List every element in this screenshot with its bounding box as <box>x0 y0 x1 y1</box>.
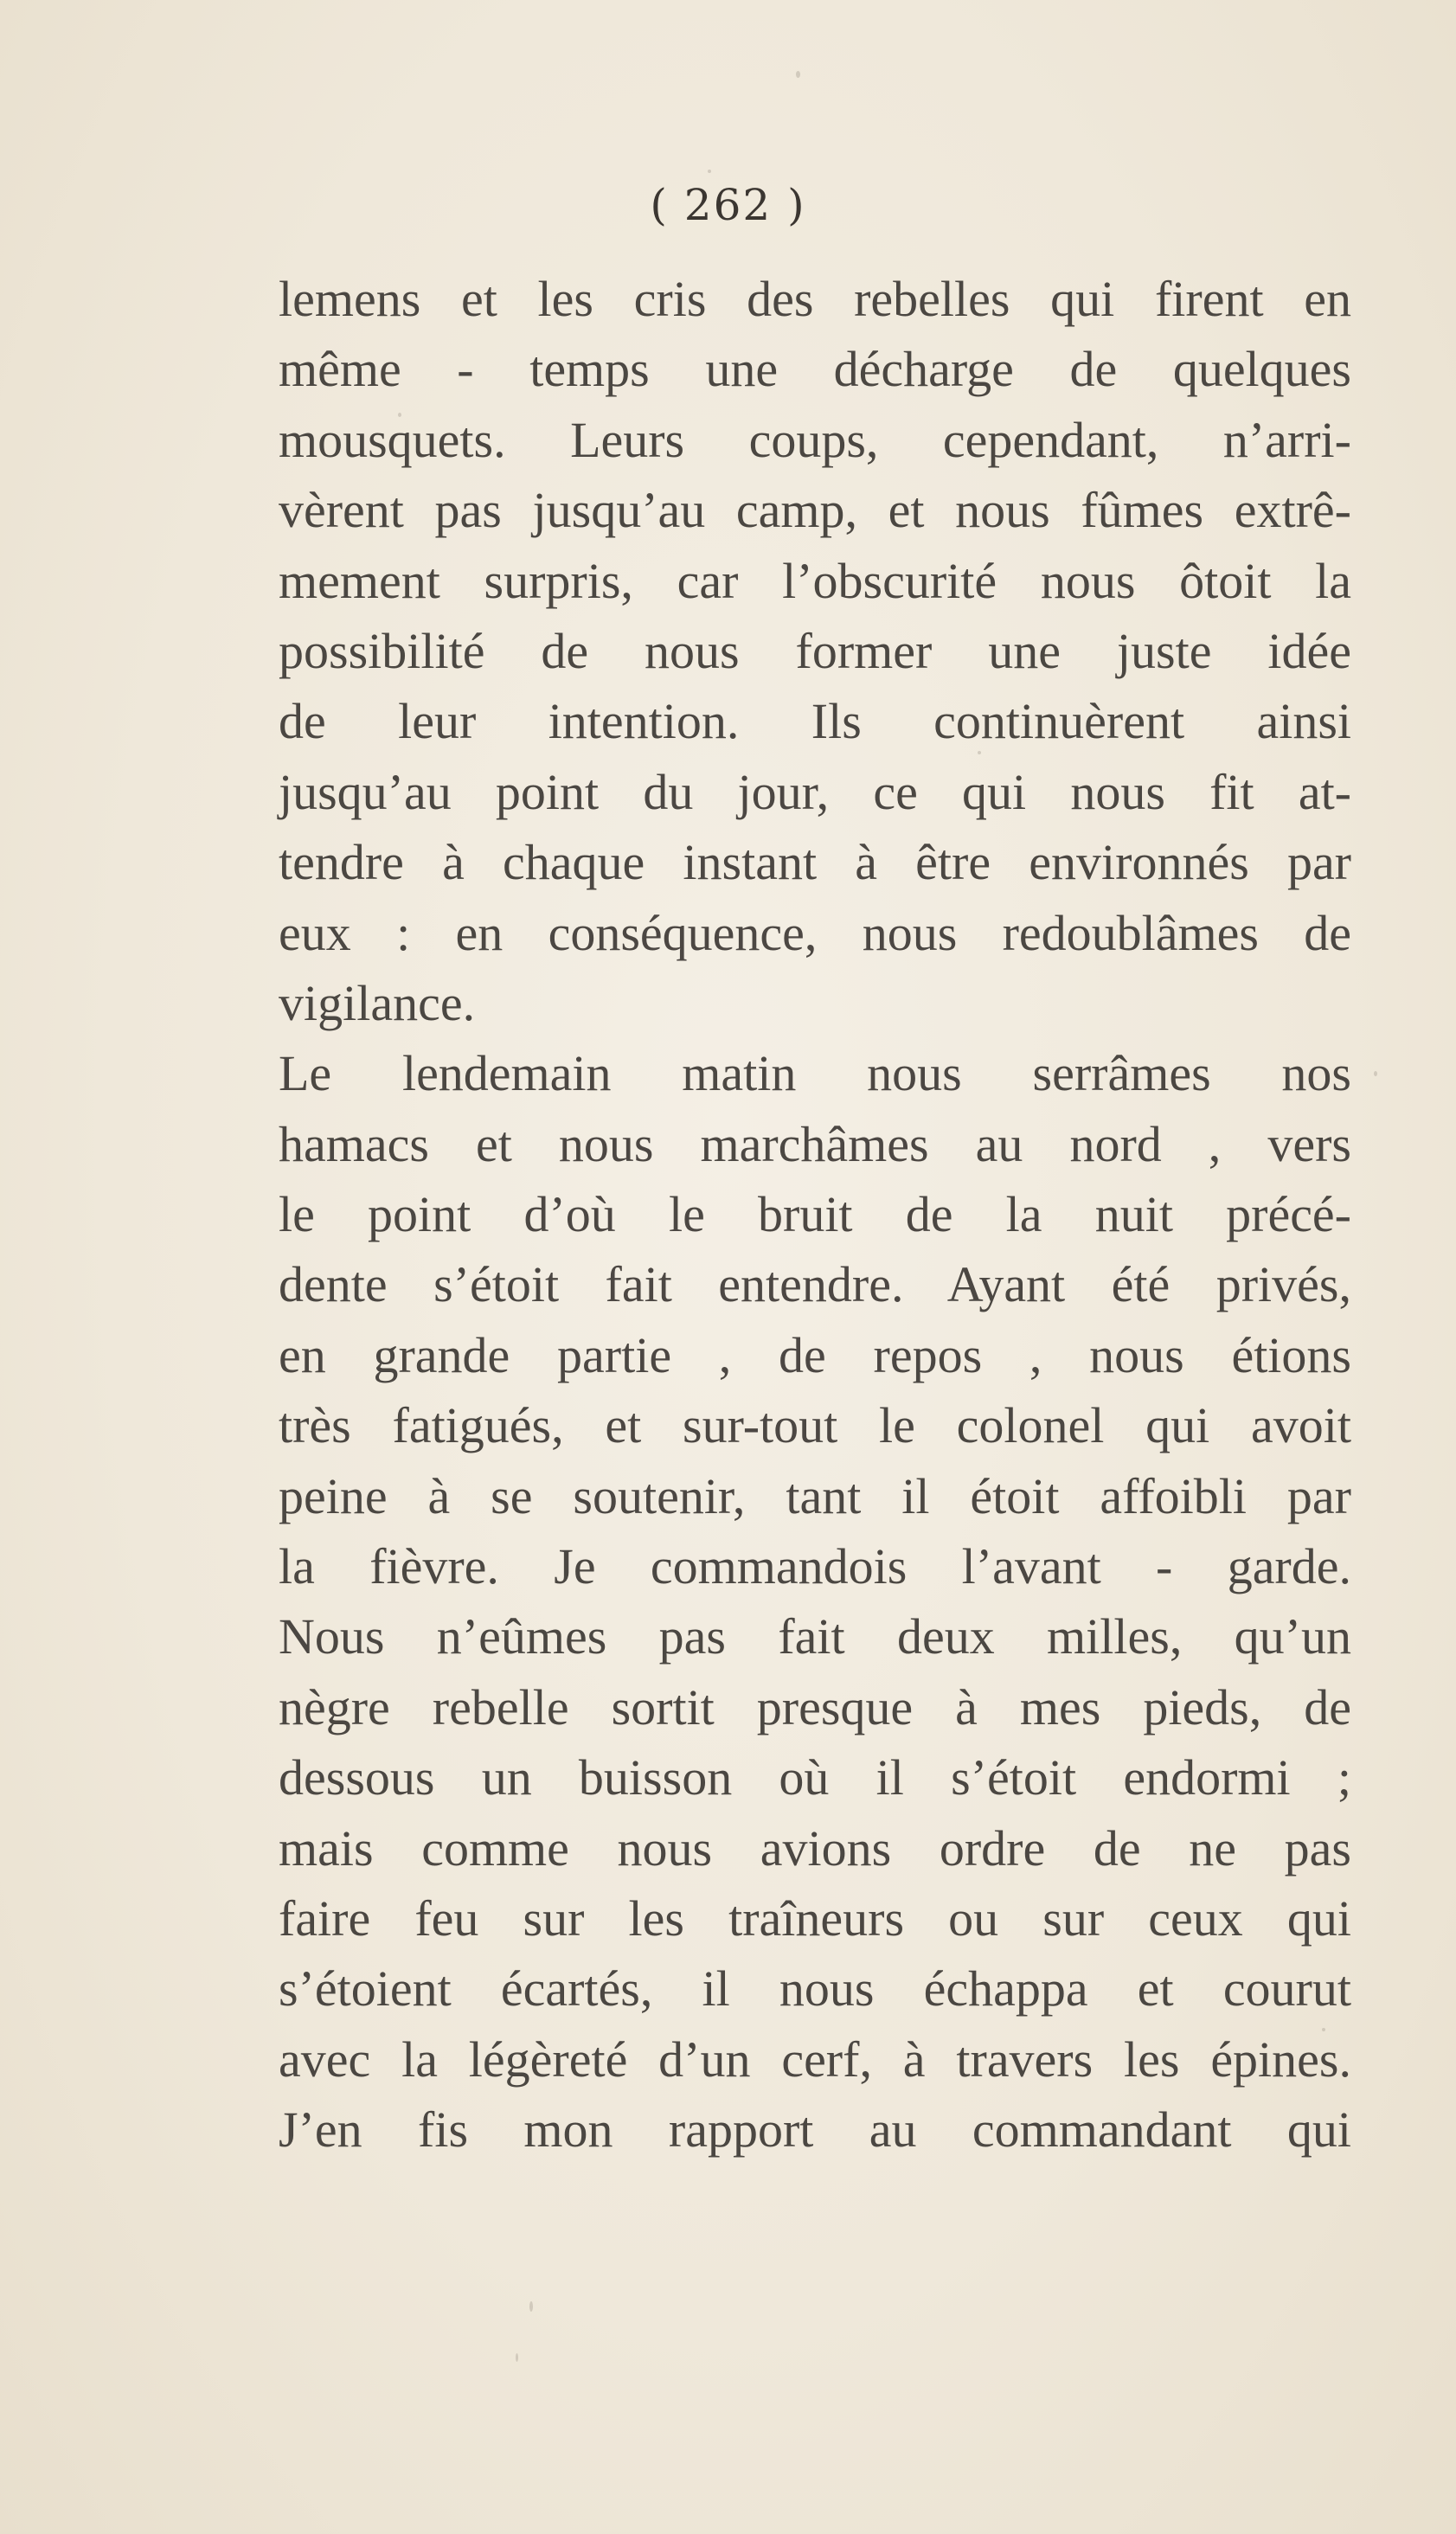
paper-speck <box>529 2301 533 2312</box>
text-line: tendre à chaque instant à être environnés par <box>279 834 1351 891</box>
text-line: faire feu sur les traîneurs ou sur ceux qui <box>279 1889 1351 1947</box>
text-line: avec la légèreté d’un cerf, à travers les épines. <box>279 2030 1351 2088</box>
paper-speck <box>796 71 800 78</box>
text-line: jusqu’au point du jour, ce qui nous fit at- <box>279 763 1351 820</box>
text-line: nègre rebelle sortit presque à mes pieds, de <box>279 1678 1351 1735</box>
text-line: possibilité de nous former une juste idée <box>279 622 1351 679</box>
text-line: en grande partie , de repos , nous étions <box>279 1326 1351 1383</box>
text-line: mais comme nous avions ordre de ne pas <box>279 1819 1351 1876</box>
text-line: mousquets. Leurs coups, cependant, n’arri- <box>279 411 1351 468</box>
text-line: la fièvre. Je commandois l’avant - garde. <box>279 1538 1351 1595</box>
text-line: Le lendemain matin nous serrâmes nos <box>279 1045 1351 1102</box>
text-line: très fatigués, et sur-tout le colonel qui avoit <box>279 1397 1351 1454</box>
paper-speck <box>1322 2028 1325 2031</box>
paper-speck <box>978 751 981 754</box>
text-line: vèrent pas jusqu’au camp, et nous fûmes extrê- <box>279 482 1351 539</box>
text-line: Nous n’eûmes pas fait deux milles, qu’un <box>279 1608 1351 1665</box>
text-line: mement surpris, car l’obscurité nous ôtoit la <box>279 552 1351 609</box>
text-line: vigilance. <box>279 974 476 1031</box>
text-line: eux : en conséquence, nous redoublâmes de <box>279 904 1351 961</box>
paper-speck <box>1374 1071 1377 1076</box>
paper-speck <box>398 413 401 417</box>
text-line: dente s’étoit fait entendre. Ayant été privés, <box>279 1256 1351 1313</box>
text-line: dessous un buisson où il s’étoit endormi ; <box>279 1749 1351 1806</box>
text-line: le point d’où le bruit de la nuit précé- <box>279 1186 1351 1243</box>
paper-speck <box>516 2353 518 2362</box>
text-line: de leur intention. Ils continuèrent ainsi <box>279 693 1351 750</box>
paper-speck <box>708 170 711 173</box>
text-line: même - temps une décharge de quelques <box>279 341 1351 398</box>
text-line: J’en fis mon rapport au commandant qui <box>279 2101 1351 2159</box>
text-line: peine à se soutenir, tant il étoit affoibli par <box>279 1467 1351 1524</box>
text-line: lemens et les cris des rebelles qui firent en <box>279 271 1351 327</box>
page-body-text <box>279 264 1351 2165</box>
text-line: s’étoient écartés, il nous échappa et courut <box>279 1960 1351 2018</box>
text-line: hamacs et nous marchâmes au nord , vers <box>279 1115 1351 1172</box>
page-number: ( 262 ) <box>650 180 806 230</box>
